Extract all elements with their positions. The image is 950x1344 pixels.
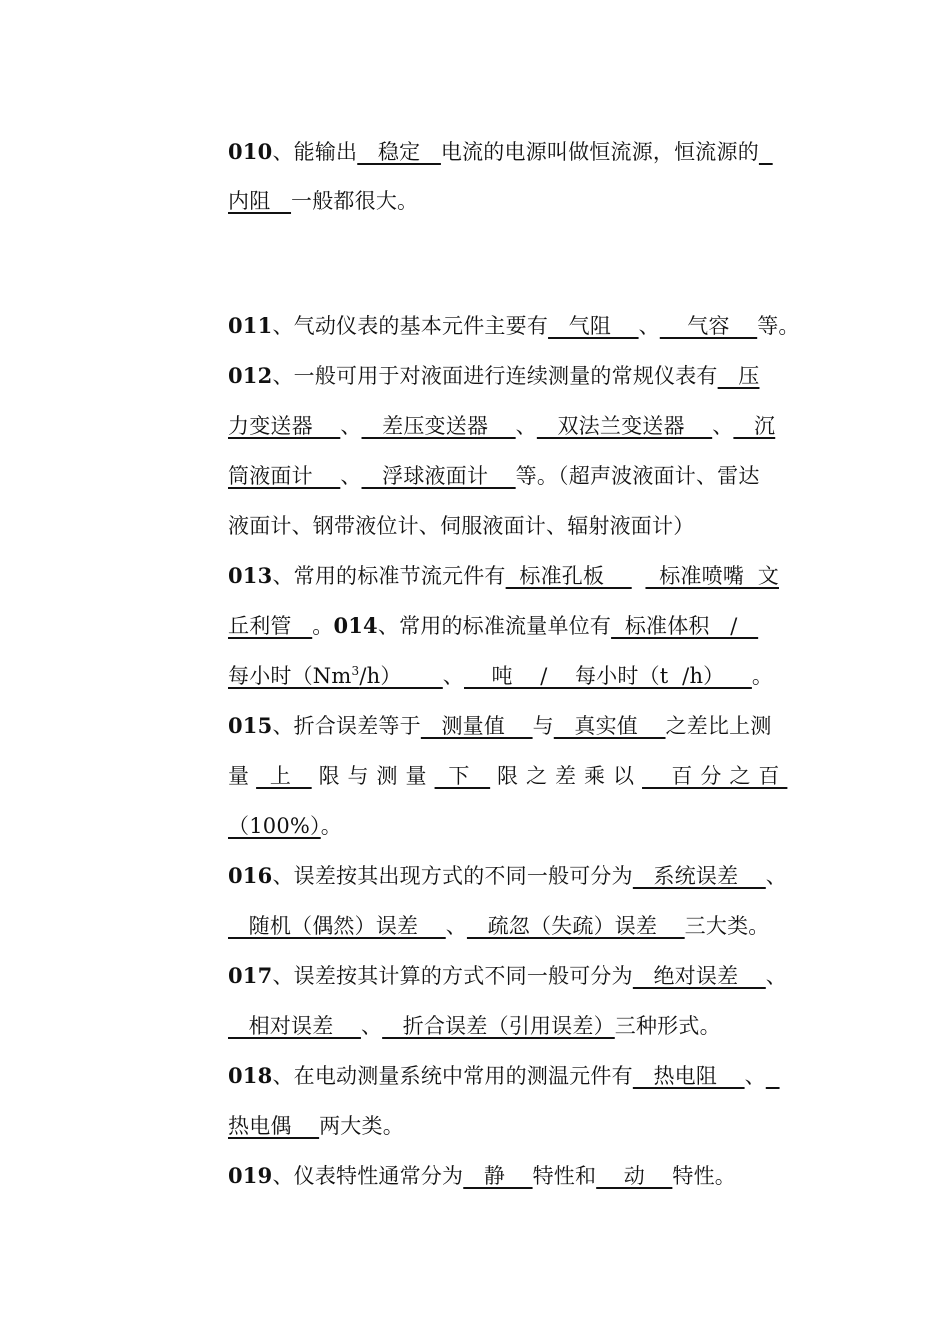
answer-blank: 吨 / 每小时（t /h） xyxy=(464,664,752,688)
question-017-line-2: 相对误差 、 折合误差（引用误差）三种形式。 xyxy=(228,1014,721,1038)
question-number: 011 xyxy=(228,313,273,338)
answer-blank: 压 xyxy=(717,364,760,388)
answer-blank xyxy=(759,140,773,164)
question-number: 012 xyxy=(228,363,273,388)
question-number: 014 xyxy=(333,613,378,638)
answer-blank: 标准孔板 xyxy=(505,564,632,588)
answer-blank: 浮球液面计 xyxy=(361,464,516,488)
answer-blank: 系统误差 xyxy=(632,864,766,888)
question-018-line-2: 热电偶 两大类。 xyxy=(228,1114,404,1138)
answer-blank: 相对误差 xyxy=(228,1014,361,1038)
answer-blank: 热电阻 xyxy=(632,1064,745,1088)
question-019-line-1: 019、仪表特性通常分为 静 特性和 动 特性。 xyxy=(228,1163,736,1188)
question-016-line-2: 随机（偶然）误差 、 疏忽（失疏）误差 三大类。 xyxy=(228,914,770,938)
answer-blank: 疏忽（失疏）误差 xyxy=(466,914,685,938)
question-number: 018 xyxy=(228,1063,273,1088)
question-number: 015 xyxy=(228,713,273,738)
question-015-line-2: 量 上 限与测量 下 限之差乘以 百分之百 xyxy=(228,764,788,788)
question-010-line-1: 010、能输出 稳定 电流的电源叫做恒流源，恒流源的 xyxy=(228,137,773,167)
question-012-line-1: 012、一般可用于对液面进行连续测量的常规仪表有 压 xyxy=(228,363,760,388)
answer-blank: 随机（偶然）误差 xyxy=(228,914,446,938)
answer-blank: 双法兰变送器 xyxy=(536,414,713,438)
answer-blank: 力变送器 xyxy=(228,414,341,438)
answer-blank: 上 xyxy=(256,764,312,788)
question-010-line-2: 内阻 一般都很大。 xyxy=(228,189,419,213)
question-013-line-2: 丘利管 。014、常用的标准流量单位有 标准体积 / xyxy=(228,613,759,638)
answer-blank: （100%） xyxy=(228,814,321,838)
answer-blank: 内阻 xyxy=(228,189,292,213)
answer-blank: 动 xyxy=(596,1164,673,1188)
answer-blank: 沉 xyxy=(733,414,776,438)
question-012-line-4: 液面计、钢带液位计、伺服液面计、辐射液面计） xyxy=(228,514,695,538)
answer-blank: 每小时（Nm$^3$/h） xyxy=(228,664,443,688)
question-017-line-1: 017、误差按其计算的方式不同一般可分为 绝对误差 、 xyxy=(228,963,787,988)
question-018-line-1: 018、在电动测量系统中常用的测温元件有 热电阻 、 xyxy=(228,1061,780,1091)
answer-blank: 静 xyxy=(463,1164,533,1188)
question-number: 016 xyxy=(228,863,273,888)
question-014-line-2: 每小时（Nm$^3$/h） 、 吨 / 每小时（t /h） 。 xyxy=(228,664,774,688)
answer-blank: 稳定 xyxy=(357,140,441,164)
question-015-line-3: （100%）。 xyxy=(228,814,342,838)
answer-blank: 丘利管 xyxy=(228,614,313,638)
question-013-line-1: 013、常用的标准节流元件有 标准孔板 标准喷嘴 文 xyxy=(228,563,779,588)
question-016-line-1: 016、误差按其出现方式的不同一般可分为 系统误差 、 xyxy=(228,863,787,888)
answer-blank: 真实值 xyxy=(553,714,666,738)
answer-blank: 标准喷嘴 文 xyxy=(645,564,779,588)
answer-blank: 下 xyxy=(434,764,491,788)
answer-blank: 折合误差（引用误差） xyxy=(382,1014,615,1038)
question-number: 017 xyxy=(228,963,273,988)
answer-blank: 标准体积 / xyxy=(611,614,759,638)
question-012-line-2: 力变送器 、 差压变送器 、 双法兰变送器 、 沉 xyxy=(228,414,776,438)
answer-blank: 百分之百 xyxy=(642,764,788,788)
answer-blank: 气阻 xyxy=(548,314,639,338)
answer-blank: 热电偶 xyxy=(228,1114,320,1138)
question-number: 013 xyxy=(228,563,273,588)
question-011-line-1: 011、气动仪表的基本元件主要有 气阻 、 气容 等。 xyxy=(228,313,800,338)
answer-blank: 筒液面计 xyxy=(228,464,341,488)
question-number: 010 xyxy=(228,139,273,164)
answer-blank xyxy=(766,1064,780,1088)
question-012-line-3: 筒液面计 、 浮球液面计 等。（超声波液面计、雷达 xyxy=(228,464,760,488)
question-015-line-1: 015、折合误差等于 测量值 与 真实值 之差比上测 xyxy=(228,713,772,738)
answer-blank: 差压变送器 xyxy=(361,414,516,438)
answer-blank: 测量值 xyxy=(420,714,533,738)
answer-blank: 气容 xyxy=(659,314,758,338)
question-number: 019 xyxy=(228,1163,273,1188)
answer-blank: 绝对误差 xyxy=(632,964,766,988)
